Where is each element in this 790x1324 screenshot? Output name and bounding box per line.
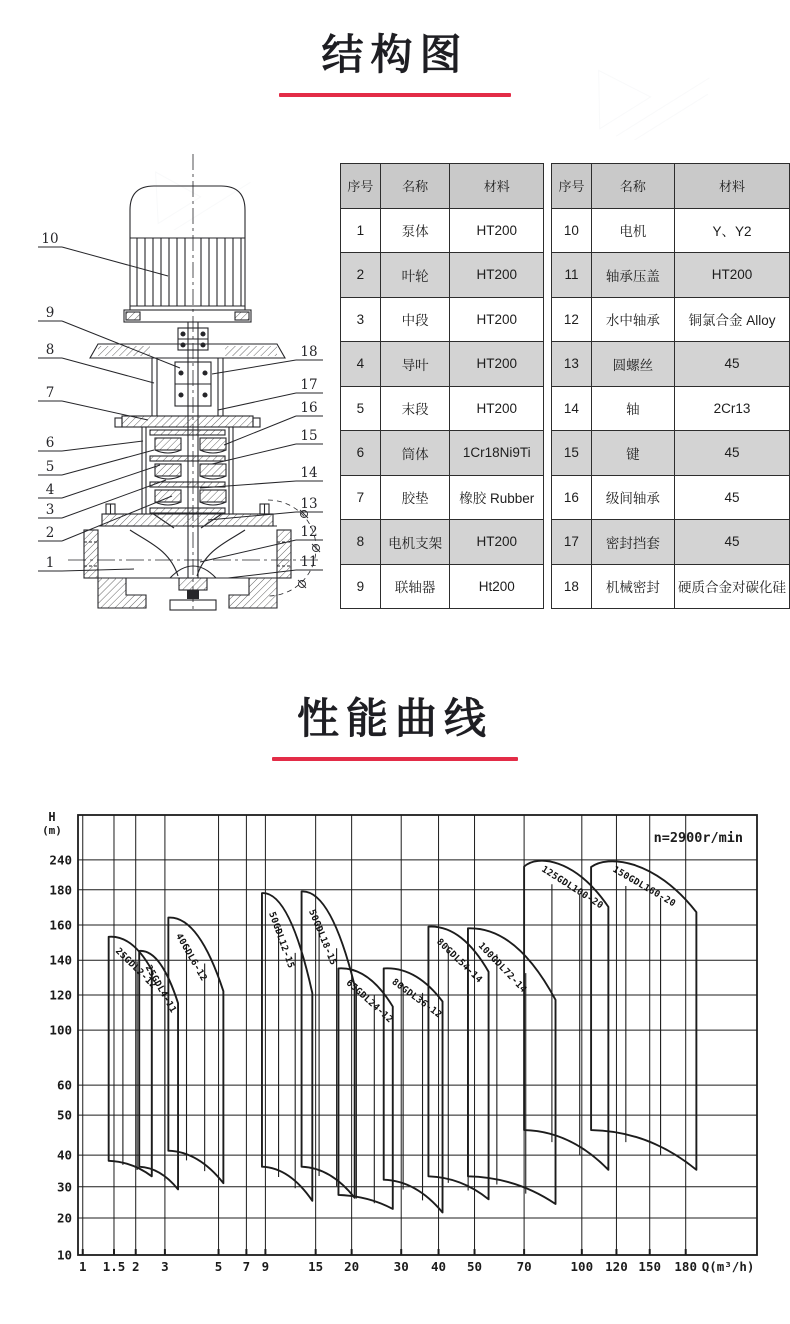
curve-label: 25GDL2-12 — [113, 945, 159, 992]
y-tick-label: 240 — [49, 852, 72, 868]
cell: HT200 — [450, 342, 544, 387]
table-row — [341, 520, 544, 565]
table-row — [552, 253, 790, 298]
column-header: 序号 — [341, 164, 381, 209]
pump-structure-diagram — [30, 148, 330, 618]
curve-label: 150GDL160-20 — [610, 864, 678, 910]
cell: 4 — [341, 342, 381, 387]
x-tick-label: 2 — [131, 1259, 140, 1274]
x-tick-label: 100 — [570, 1259, 594, 1274]
part-number: 6 — [45, 435, 55, 451]
cell: 10 — [552, 208, 592, 253]
part-number: 11 — [300, 554, 318, 570]
part-number: 15 — [300, 428, 318, 444]
cell: 45 — [674, 342, 789, 387]
cell: 8 — [341, 520, 381, 565]
cell: 3 — [341, 297, 381, 342]
cell: Ht200 — [450, 564, 544, 609]
callout-6 — [38, 435, 143, 451]
part-number: 5 — [45, 459, 55, 475]
curve-label: 125GDL100-20 — [539, 863, 606, 912]
table-row — [341, 297, 544, 342]
part-number: 18 — [300, 344, 318, 360]
cell: 导叶 — [380, 342, 450, 387]
cell: 13 — [552, 342, 592, 387]
callout-11 — [228, 554, 323, 578]
bolt-glyphs — [298, 510, 320, 588]
part-number: 9 — [45, 305, 55, 321]
cell: 末段 — [380, 386, 450, 431]
part-number: 8 — [45, 342, 55, 358]
table-row — [341, 253, 544, 298]
part-number: 12 — [300, 524, 318, 540]
parts-tables — [340, 163, 790, 609]
curve-label: 80GDL54-14 — [434, 936, 485, 986]
y-axis-title: H — [48, 810, 56, 824]
cell: HT200 — [450, 208, 544, 253]
column-header: 序号 — [552, 164, 592, 209]
x-tick-label: 120 — [605, 1259, 628, 1274]
cell: 密封挡套 — [591, 520, 674, 565]
callout-3 — [38, 480, 166, 518]
part-number: 10 — [41, 231, 59, 247]
table-row — [552, 520, 790, 565]
x-tick-label: 3 — [161, 1259, 169, 1274]
cell: 11 — [552, 253, 592, 298]
x-tick-label: 1.5 — [102, 1259, 126, 1274]
cell: 16 — [552, 475, 592, 520]
cell: 18 — [552, 564, 592, 609]
title-underline-red — [272, 757, 518, 761]
part-number: 14 — [300, 465, 318, 481]
table-row — [552, 297, 790, 342]
table-row — [552, 386, 790, 431]
y-tick-label: 60 — [56, 1077, 72, 1093]
support-plate — [122, 416, 253, 427]
part-number: 16 — [300, 400, 318, 416]
motor-foot-flange — [124, 310, 251, 322]
table-row — [552, 431, 790, 476]
cell: HT200 — [450, 520, 544, 565]
y-tick-label: 10 — [56, 1247, 72, 1263]
x-tick-label: 40 — [431, 1259, 447, 1274]
cell: 硬质合金对碳化硅 — [674, 564, 789, 609]
y-axis-unit: (m) — [42, 824, 62, 837]
cell: HT200 — [450, 386, 544, 431]
table-header-row — [341, 164, 544, 209]
cell: 17 — [552, 520, 592, 565]
cell: 15 — [552, 431, 592, 476]
parts-table-right — [551, 163, 790, 609]
cell: 45 — [674, 520, 789, 565]
part-number: 1 — [45, 555, 55, 571]
cell: 14 — [552, 386, 592, 431]
table-row — [552, 208, 790, 253]
cell: 机械密封 — [591, 564, 674, 609]
cell: 叶轮 — [380, 253, 450, 298]
curves-title: 性能曲线 — [296, 695, 493, 742]
table-row — [341, 564, 544, 609]
curve-label: 80GDL36-12 — [389, 976, 444, 1021]
x-tick-label: 50 — [467, 1259, 483, 1274]
x-tick-label: 180 — [674, 1259, 697, 1274]
callout-7 — [38, 385, 148, 420]
table-row — [552, 564, 790, 609]
y-tick-label: 100 — [49, 1022, 72, 1038]
table-row — [552, 475, 790, 520]
table-row — [341, 431, 544, 476]
y-tick-label: 160 — [49, 917, 72, 933]
speed-annotation: n=2900r/min — [653, 830, 743, 846]
cell: 联轴器 — [380, 564, 450, 609]
cell: 45 — [674, 475, 789, 520]
cell: HT200 — [450, 297, 544, 342]
x-tick-label: 20 — [344, 1259, 360, 1274]
curves-section-header — [0, 686, 790, 761]
cell: 水中轴承 — [591, 297, 674, 342]
pump-envelopes — [109, 861, 697, 1213]
table-row — [341, 342, 544, 387]
part-number: 17 — [300, 377, 318, 393]
part-number: 13 — [300, 496, 318, 512]
cell: 泵体 — [380, 208, 450, 253]
part-number: 2 — [45, 525, 55, 541]
cell: 中段 — [380, 297, 450, 342]
y-tick-label: 30 — [56, 1179, 72, 1195]
cell: 45 — [674, 431, 789, 476]
cell: 圆螺丝 — [591, 342, 674, 387]
x-tick-label: 7 — [242, 1259, 251, 1274]
column-header: 材料 — [450, 164, 544, 209]
table-row — [341, 475, 544, 520]
part-number: 4 — [45, 482, 55, 498]
cell: Y、Y2 — [674, 208, 789, 253]
foot-left — [98, 578, 146, 608]
cell: 12 — [552, 297, 592, 342]
structure-section-header — [0, 22, 790, 97]
cell: HT200 — [674, 253, 789, 298]
y-tick-label: 50 — [56, 1107, 72, 1123]
table-row — [341, 386, 544, 431]
curve-label: 25GDL4-11 — [142, 963, 179, 1016]
cell: 1Cr18Ni9Ti — [450, 431, 544, 476]
parts-table-left — [340, 163, 544, 609]
column-header: 名称 — [380, 164, 450, 209]
casing-top-flange — [102, 514, 273, 526]
cell: 1 — [341, 208, 381, 253]
table-header-row — [552, 164, 790, 209]
cell: 筒体 — [380, 431, 450, 476]
x-axis-title: Q(m³/h) — [701, 1259, 755, 1274]
y-tick-label: 20 — [56, 1210, 72, 1226]
cell: 2 — [341, 253, 381, 298]
performance-curves-chart — [28, 798, 768, 1313]
curve-label: 100GDL72-14 — [475, 940, 529, 996]
title-underline-red — [279, 93, 511, 97]
x-tick-label: 30 — [393, 1259, 409, 1274]
table-row — [552, 342, 790, 387]
cell: 级间轴承 — [591, 475, 674, 520]
cell: 电机支架 — [380, 520, 450, 565]
table-row — [341, 208, 544, 253]
y-tick-label: 120 — [49, 987, 72, 1003]
curve-label: 65GDL24-12 — [343, 977, 396, 1026]
envelope-150GDL160-20 — [591, 861, 696, 1170]
x-tick-label: 1 — [78, 1259, 87, 1274]
cell: 橡胶 Rubber — [450, 475, 544, 520]
curve-label: 50GDL12-15 — [266, 910, 297, 970]
cell: 键 — [591, 431, 674, 476]
cell: 6 — [341, 431, 381, 476]
cell: 铜氯合金 Alloy — [674, 297, 789, 342]
x-tick-label: 150 — [638, 1259, 662, 1274]
curve-label: 40GDL6-12 — [173, 931, 210, 984]
y-tick-label: 40 — [56, 1147, 72, 1163]
cell: 胶垫 — [380, 475, 450, 520]
column-header: 材料 — [674, 164, 789, 209]
x-tick-label: 70 — [516, 1259, 532, 1274]
structure-title: 结构图 — [321, 31, 469, 78]
cell: HT200 — [450, 253, 544, 298]
callout-5 — [38, 450, 154, 475]
cell: 5 — [341, 386, 381, 431]
part-number: 3 — [45, 502, 55, 518]
foot-right — [229, 578, 277, 608]
y-tick-label: 180 — [49, 882, 72, 898]
cell: 轴 — [591, 386, 674, 431]
x-tick-label: 5 — [214, 1259, 223, 1274]
cell: 9 — [341, 564, 381, 609]
part-number: 7 — [45, 385, 55, 401]
motor-body — [130, 186, 245, 310]
cell: 2Cr13 — [674, 386, 789, 431]
column-header: 名称 — [591, 164, 674, 209]
curve-label: 50GDL18-15 — [306, 907, 339, 968]
y-tick-label: 140 — [49, 952, 72, 968]
x-tick-label: 9 — [261, 1259, 270, 1274]
x-tick-label: 15 — [308, 1259, 324, 1274]
cell: 轴承压盖 — [591, 253, 674, 298]
cell: 电机 — [591, 208, 674, 253]
cell: 7 — [341, 475, 381, 520]
